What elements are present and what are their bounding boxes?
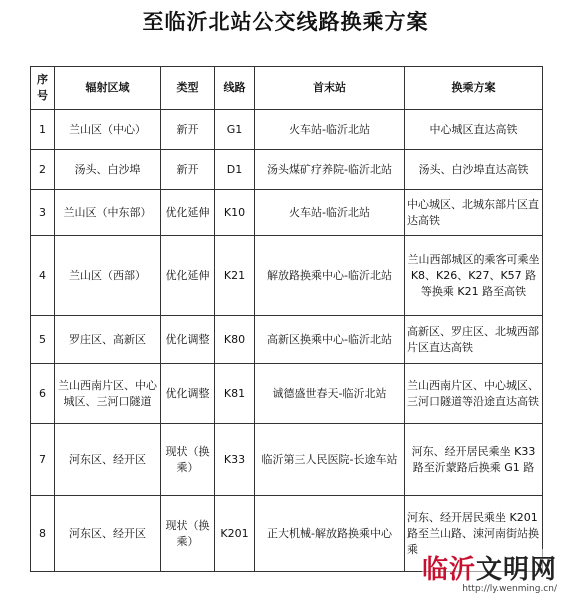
cell-plan: 中心城区直达高铁 (405, 110, 543, 150)
cell-plan: 河东、经开居民乘坐 K201 路至兰山路、涑河南街站换乘 (405, 496, 543, 572)
table-row (31, 150, 543, 190)
cell-type: 优化延伸 (161, 190, 215, 236)
header-line: 线路 (215, 67, 255, 110)
watermark (422, 549, 557, 594)
cell-area: 罗庄区、高新区 (55, 316, 161, 364)
header-plan: 换乘方案 (405, 67, 543, 110)
header-no: 序号 (31, 67, 55, 110)
cell-no: 2 (31, 150, 55, 190)
table-row (31, 236, 543, 316)
watermark-url: http://ly.wenming.cn/ (462, 584, 557, 594)
cell-area: 河东区、经开区 (55, 496, 161, 572)
cell-area: 汤头、白沙埠 (55, 150, 161, 190)
cell-no: 6 (31, 364, 55, 424)
cell-stations: 火车站-临沂北站 (255, 110, 405, 150)
cell-stations: 汤头煤矿疗养院-临沂北站 (255, 150, 405, 190)
cell-area: 河东区、经开区 (55, 424, 161, 496)
page-title: 至临沂北站公交线路换乘方案 (142, 9, 429, 34)
header-area: 辐射区域 (55, 67, 161, 110)
cell-type: 优化延伸 (161, 236, 215, 316)
header-type: 类型 (161, 67, 215, 110)
table-header-row (31, 67, 543, 110)
table-row (31, 110, 543, 150)
cell-type: 优化调整 (161, 316, 215, 364)
cell-plan: 中心城区、北城东部片区直达高铁 (405, 190, 543, 236)
cell-type: 新开 (161, 150, 215, 190)
watermark-brand-a: 临沂 (421, 555, 476, 585)
cell-plan: 兰山西部城区的乘客可乘坐 K8、K26、K27、K57 路等换乘 K21 路至高铁 (405, 236, 543, 316)
cell-no: 4 (31, 236, 55, 316)
cell-line: K21 (215, 236, 255, 316)
cell-plan: 高新区、罗庄区、北城西部片区直达高铁 (405, 316, 543, 364)
cell-area: 兰山区（西部） (55, 236, 161, 316)
cell-plan: 兰山西南片区、中心城区、三河口隧道等沿途直达高铁 (405, 364, 543, 424)
cell-area: 兰山区（中心） (55, 110, 161, 150)
cell-no: 7 (31, 424, 55, 496)
watermark-logo (422, 549, 557, 586)
cell-no: 5 (31, 316, 55, 364)
cell-line: G1 (215, 110, 255, 150)
cell-line: K10 (215, 190, 255, 236)
cell-line: K201 (215, 496, 255, 572)
watermark-brand-b: 文明网 (475, 555, 557, 585)
cell-plan: 汤头、白沙埠直达高铁 (405, 150, 543, 190)
cell-stations: 正大机械-解放路换乘中心 (255, 496, 405, 572)
cell-type: 新开 (161, 110, 215, 150)
cell-line: K81 (215, 364, 255, 424)
table-row (31, 316, 543, 364)
cell-area: 兰山西南片区、中心城区、三河口隧道 (55, 364, 161, 424)
cell-stations: 临沂第三人民医院-长途车站 (255, 424, 405, 496)
cell-type: 现状（换乘） (161, 424, 215, 496)
cell-no: 8 (31, 496, 55, 572)
table-row (31, 190, 543, 236)
table-row (31, 364, 543, 424)
cell-plan: 河东、经开居民乘坐 K33 路至沂蒙路后换乘 G1 路 (405, 424, 543, 496)
cell-stations: 高新区换乘中心-临沂北站 (255, 316, 405, 364)
cell-no: 3 (31, 190, 55, 236)
cell-line: K80 (215, 316, 255, 364)
cell-stations: 诚德盛世春天-临沂北站 (255, 364, 405, 424)
transfer-table (30, 66, 543, 572)
cell-type: 现状（换乘） (161, 496, 215, 572)
cell-stations: 火车站-临沂北站 (255, 190, 405, 236)
cell-line: K33 (215, 424, 255, 496)
cell-stations: 解放路换乘中心-临沂北站 (255, 236, 405, 316)
cell-type: 优化调整 (161, 364, 215, 424)
cell-line: D1 (215, 150, 255, 190)
header-stations: 首末站 (255, 67, 405, 110)
cell-no: 1 (31, 110, 55, 150)
cell-area: 兰山区（中东部） (55, 190, 161, 236)
table-row (31, 424, 543, 496)
